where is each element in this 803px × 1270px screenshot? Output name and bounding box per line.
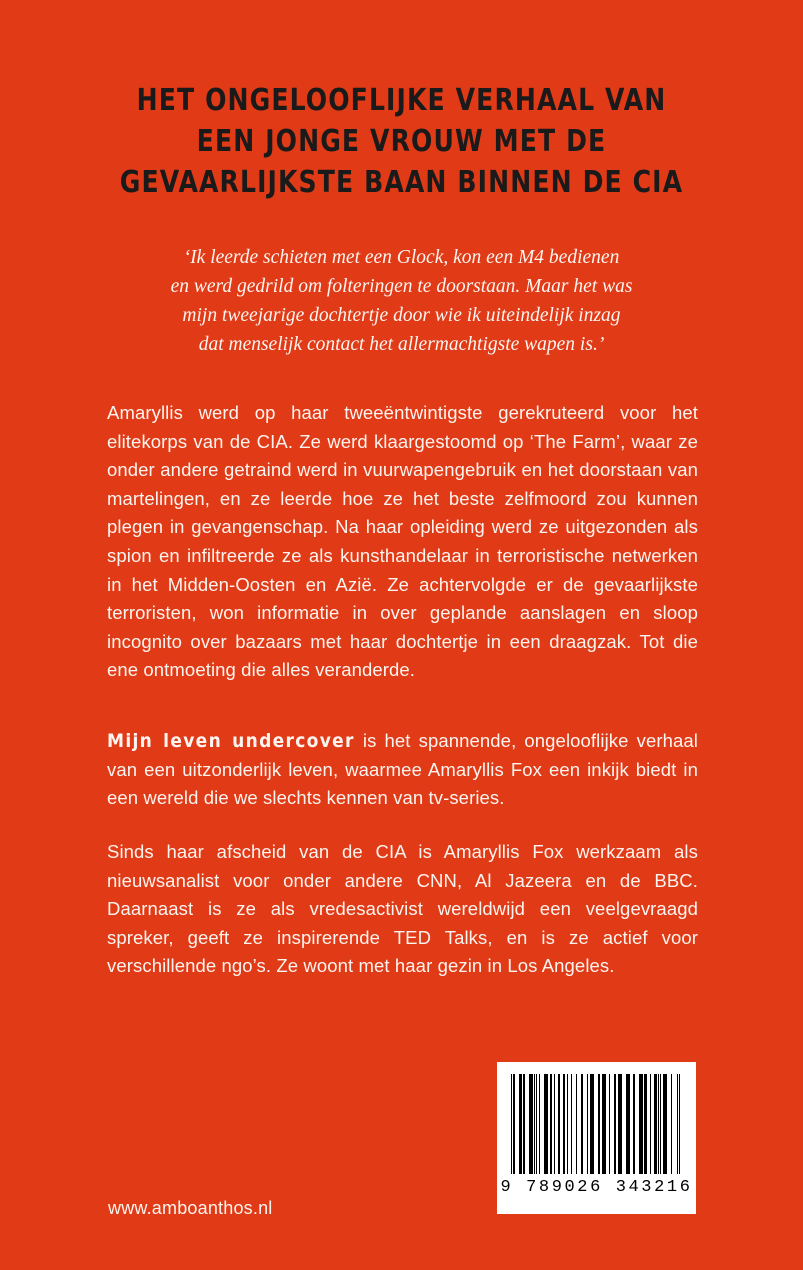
blurb-paragraph-2: [107, 727, 698, 813]
headline-line-2: EEN JONGE VROUW MET DE: [196, 124, 607, 159]
blurb-paragraph-2-rest: is het spannende, ongelooflijke verhaal van een uitzonderlijk leven, waarmee Amaryllis Fox een inkijk biedt in een wereld die we slechts kennen van tv-series.: [107, 730, 698, 809]
barcode-bars: [511, 1074, 682, 1174]
barcode-number: 9 789026 343216: [500, 1178, 693, 1197]
quote-line-2: en werd gedrild om folteringen te doorstaan. Maar het was: [170, 276, 633, 297]
blurb-paragraph-1: Amaryllis werd op haar tweeëntwintigste gerekruteerd voor het elitekorps van de CIA. Ze werd klaargestoomd op ‘The Farm’, waar ze onder andere getraind werd in vuurwapengebruik en het doorstaan van martelingen, en ze leerde hoe ze het beste zelfmoord zou kunnen plegen in gevangenschap. Na haar opleiding werd ze uitgezonden als spion en infiltreerde ze als kunsthandelaar in terroristische netwerken in het Midden-Oosten en Azië. Ze achtervolgde er de gevaarlijkste terroristen, won informatie in over geplande aanslagen en sloop incognito over bazaars met haar dochtertje in een draagzak. Tot die ene ontmoeting die alles veranderde.: [107, 402, 698, 681]
quote-line-1: ‘Ik leerde schieten met een Glock, kon een M4 bedienen: [183, 247, 620, 268]
quote-line-4: dat menselijk contact het allermachtigste wapen is.’: [198, 334, 605, 355]
pull-quote: [118, 243, 685, 359]
barcode: [497, 1062, 696, 1214]
quote-line-3: mijn tweejarige dochtertje door wie ik uiteindelijk inzag: [182, 305, 621, 326]
cover-headline: [0, 80, 803, 203]
author-bio-paragraph: Sinds haar afscheid van de CIA is Amaryllis Fox werkzaam als nieuwsanalist voor onder andere CNN, Al Jazeera en de BBC. Daarnaast is ze als vredesactivist wereldwijd een veelgevraagd spreker, geeft ze inspirerende TED Talks, en is ze actief voor verschillende ngo’s. Ze woont met haar gezin in Los Angeles.: [107, 841, 698, 977]
headline-line-1: HET ONGELOOFLIJKE VERHAAL VAN: [136, 83, 667, 118]
book-title: Mijn leven undercover: [107, 730, 355, 752]
publisher-url: www.amboanthos.nl: [108, 1198, 273, 1218]
headline-line-3: GEVAARLIJKSTE BAAN BINNEN DE CIA: [119, 165, 684, 200]
